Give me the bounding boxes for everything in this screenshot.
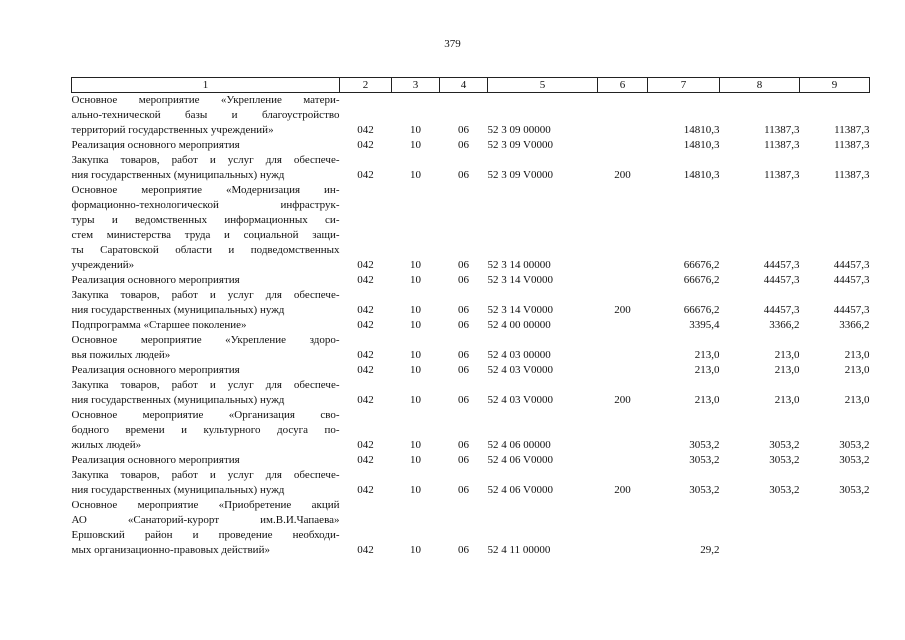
table-row (72, 318, 870, 333)
row-name (72, 408, 340, 453)
code-rz: 10 (410, 484, 421, 496)
row-name-line: Ершовский район и проведение необходи- (71, 529, 340, 541)
code-gr: 042 (357, 124, 374, 136)
amount-7: 29,2 (700, 544, 720, 556)
row-name-line: туры и ведомственных информационных си- (71, 214, 340, 226)
table-row (72, 153, 870, 183)
code-csr: 52 4 06 V0000 (487, 484, 553, 496)
amount-9: 44457,3 (833, 274, 870, 286)
code-vr (598, 408, 648, 453)
row-name-line: Основное мероприятие «Укрепление здоро- (71, 334, 340, 346)
row-name (72, 378, 340, 408)
row-name-line: Закупка товаров, работ и услуг для обеспече- (71, 289, 340, 301)
row-name-line: ния государственных (муниципальных) нужд (71, 304, 285, 316)
amount-8: 44457,3 (763, 304, 800, 316)
code-rz: 10 (410, 544, 421, 556)
amount-9: 213,0 (844, 394, 870, 406)
amount-8: 3053,2 (769, 454, 800, 466)
header-col-1: 1 (72, 78, 340, 93)
table-row (72, 183, 870, 273)
table-row (72, 468, 870, 498)
row-name-line: Основное мероприятие «Укрепление матери- (71, 94, 340, 106)
row-name-line: учреждений» (71, 259, 135, 271)
code-csr: 52 4 06 V0000 (487, 454, 553, 466)
code-vr (598, 273, 648, 288)
row-name-line: ты Саратовской области и подведомственных (71, 244, 340, 256)
row-name-line: ально-технической базы и благоустройство (71, 109, 340, 121)
amount-8: 44457,3 (763, 259, 800, 271)
header-row (72, 78, 870, 93)
amount-8: 213,0 (774, 364, 800, 376)
code-gr: 042 (357, 139, 374, 151)
code-csr: 52 4 03 00000 (487, 349, 551, 361)
row-name-line: формационно-технологической инфраструк- (71, 199, 340, 211)
amount-8: 3366,2 (769, 319, 800, 331)
row-name-line: ния государственных (муниципальных) нужд (71, 394, 285, 406)
table-row (72, 408, 870, 453)
code-vr (598, 318, 648, 333)
code-pr: 06 (458, 259, 469, 271)
code-csr: 52 3 09 V0000 (487, 169, 553, 181)
row-name-line: Реализация основного мероприятия (71, 139, 240, 151)
code-pr: 06 (458, 394, 469, 406)
amount-7: 213,0 (694, 364, 720, 376)
code-csr: 52 4 03 V0000 (487, 364, 553, 376)
code-pr: 06 (458, 274, 469, 286)
amount-8: 3053,2 (769, 484, 800, 496)
row-name-line: вья пожилых людей» (71, 349, 171, 361)
amount-9: 3053,2 (839, 439, 870, 451)
amount-8: 11387,3 (764, 169, 800, 181)
amount-7: 66676,2 (683, 274, 720, 286)
amount-7: 213,0 (694, 349, 720, 361)
row-name (72, 153, 340, 183)
code-rz: 10 (410, 349, 421, 361)
code-csr: 52 3 14 00000 (487, 259, 551, 271)
row-name (72, 93, 340, 139)
table-body (72, 93, 870, 559)
table-row (72, 93, 870, 139)
code-gr: 042 (357, 319, 374, 331)
header-col-3: 3 (392, 78, 440, 93)
amount-7: 3053,2 (689, 484, 720, 496)
table-row (72, 498, 870, 558)
amount-9: 213,0 (844, 364, 870, 376)
code-vr (598, 453, 648, 468)
row-name-line: стем министерства труда и социальной защи- (71, 229, 340, 241)
code-csr: 52 3 09 V0000 (487, 139, 553, 151)
amount-9: 11387,3 (834, 124, 870, 136)
code-vr: 200 (614, 169, 631, 181)
table-row (72, 288, 870, 318)
code-pr: 06 (458, 454, 469, 466)
header-col-9: 9 (800, 78, 870, 93)
amount-7: 3395,4 (689, 319, 720, 331)
amount-8: 213,0 (774, 349, 800, 361)
code-vr (598, 363, 648, 378)
row-name (72, 288, 340, 318)
code-pr: 06 (458, 364, 469, 376)
amount-7: 14810,3 (683, 139, 720, 151)
header-col-2: 2 (340, 78, 392, 93)
code-gr: 042 (357, 439, 374, 451)
row-name-line: Реализация основного мероприятия (71, 364, 240, 376)
row-name (72, 273, 340, 288)
amount-9: 3053,2 (839, 484, 870, 496)
page-number: 379 (444, 38, 461, 50)
header-col-8: 8 (720, 78, 800, 93)
code-gr: 042 (357, 394, 374, 406)
amount-9: 11387,3 (834, 169, 870, 181)
row-name-line: Основное мероприятие «Приобретение акций (71, 499, 340, 511)
code-gr: 042 (357, 169, 374, 181)
code-gr: 042 (357, 304, 374, 316)
code-rz: 10 (410, 274, 421, 286)
code-rz: 10 (410, 394, 421, 406)
code-vr: 200 (614, 394, 631, 406)
row-name-line: Основное мероприятие «Организация сво- (71, 409, 340, 421)
header-col-5: 5 (488, 78, 598, 93)
amount-7: 66676,2 (683, 259, 720, 271)
code-pr: 06 (458, 544, 469, 556)
amount-8: 44457,3 (763, 274, 800, 286)
code-vr (598, 93, 648, 139)
amount-9: 213,0 (844, 349, 870, 361)
amount-9: 3366,2 (839, 319, 870, 331)
code-gr: 042 (357, 484, 374, 496)
row-name-line: АО «Санаторий-курорт им.В.И.Чапаева» (71, 514, 340, 526)
code-rz: 10 (410, 124, 421, 136)
amount-9: 11387,3 (834, 139, 870, 151)
code-rz: 10 (410, 454, 421, 466)
code-pr: 06 (458, 169, 469, 181)
row-name (72, 183, 340, 273)
row-name (72, 453, 340, 468)
code-vr: 200 (614, 304, 631, 316)
code-csr: 52 4 03 V0000 (487, 394, 553, 406)
amount-7: 66676,2 (683, 304, 720, 316)
budget-table (71, 77, 870, 558)
code-gr: 042 (357, 259, 374, 271)
code-pr: 06 (458, 349, 469, 361)
row-name-line: Закупка товаров, работ и услуг для обеспече- (71, 379, 340, 391)
code-gr: 042 (357, 454, 374, 466)
row-name-line: Закупка товаров, работ и услуг для обеспече- (71, 154, 340, 166)
code-rz: 10 (410, 304, 421, 316)
amount-7: 213,0 (694, 394, 720, 406)
code-vr (598, 333, 648, 363)
amount-9: 44457,3 (833, 304, 870, 316)
row-name-line: территорий государственных учреждений» (71, 124, 274, 136)
code-rz: 10 (410, 439, 421, 451)
row-name (72, 333, 340, 363)
row-name-line: бодного времени и культурного досуга по- (71, 424, 340, 436)
code-csr: 52 4 11 00000 (487, 544, 551, 556)
code-gr: 042 (357, 274, 374, 286)
row-name-line: Закупка товаров, работ и услуг для обеспече- (71, 469, 340, 481)
amount-7: 3053,2 (689, 439, 720, 451)
code-vr (598, 138, 648, 153)
amount-8: 11387,3 (764, 124, 800, 136)
row-name (72, 498, 340, 558)
code-pr: 06 (458, 439, 469, 451)
header-col-4: 4 (440, 78, 488, 93)
table-row (72, 138, 870, 153)
row-name (72, 363, 340, 378)
code-rz: 10 (410, 139, 421, 151)
row-name-line: Реализация основного мероприятия (71, 454, 240, 466)
code-rz: 10 (410, 169, 421, 181)
code-pr: 06 (458, 124, 469, 136)
amount-8 (720, 498, 800, 558)
table-row (72, 378, 870, 408)
row-name-line: жилых людей» (71, 439, 142, 451)
code-gr: 042 (357, 364, 374, 376)
code-csr: 52 3 09 00000 (487, 124, 551, 136)
amount-9 (800, 498, 870, 558)
row-name-line: Подпрограмма «Старшее поколение» (71, 319, 247, 331)
row-name-line: ния государственных (муниципальных) нужд (71, 484, 285, 496)
code-rz: 10 (410, 259, 421, 271)
code-gr: 042 (357, 544, 374, 556)
code-pr: 06 (458, 304, 469, 316)
code-vr (598, 183, 648, 273)
header-col-6: 6 (598, 78, 648, 93)
header-col-7: 7 (648, 78, 720, 93)
amount-7: 14810,3 (683, 169, 720, 181)
amount-7: 14810,3 (683, 124, 720, 136)
code-vr (598, 498, 648, 558)
code-csr: 52 3 14 V0000 (487, 304, 553, 316)
table-row (72, 273, 870, 288)
code-csr: 52 4 00 00000 (487, 319, 551, 331)
row-name (72, 138, 340, 153)
row-name (72, 318, 340, 333)
amount-7: 3053,2 (689, 454, 720, 466)
code-gr: 042 (357, 349, 374, 361)
table-row (72, 453, 870, 468)
code-csr: 52 4 06 00000 (487, 439, 551, 451)
row-name-line: ния государственных (муниципальных) нужд (71, 169, 285, 181)
row-name (72, 468, 340, 498)
amount-9: 3053,2 (839, 454, 870, 466)
code-pr: 06 (458, 484, 469, 496)
table-row (72, 333, 870, 363)
amount-8: 3053,2 (769, 439, 800, 451)
amount-8: 213,0 (774, 394, 800, 406)
code-vr: 200 (614, 484, 631, 496)
code-rz: 10 (410, 364, 421, 376)
code-pr: 06 (458, 319, 469, 331)
row-name-line: Основное мероприятие «Модернизация ин- (71, 184, 340, 196)
amount-9: 44457,3 (833, 259, 870, 271)
code-csr: 52 3 14 V0000 (487, 274, 553, 286)
amount-8: 11387,3 (764, 139, 800, 151)
row-name-line: мых организационно-правовых действий» (71, 544, 270, 556)
code-rz: 10 (410, 319, 421, 331)
table-row (72, 363, 870, 378)
code-pr: 06 (458, 139, 469, 151)
row-name-line: Реализация основного мероприятия (71, 274, 240, 286)
